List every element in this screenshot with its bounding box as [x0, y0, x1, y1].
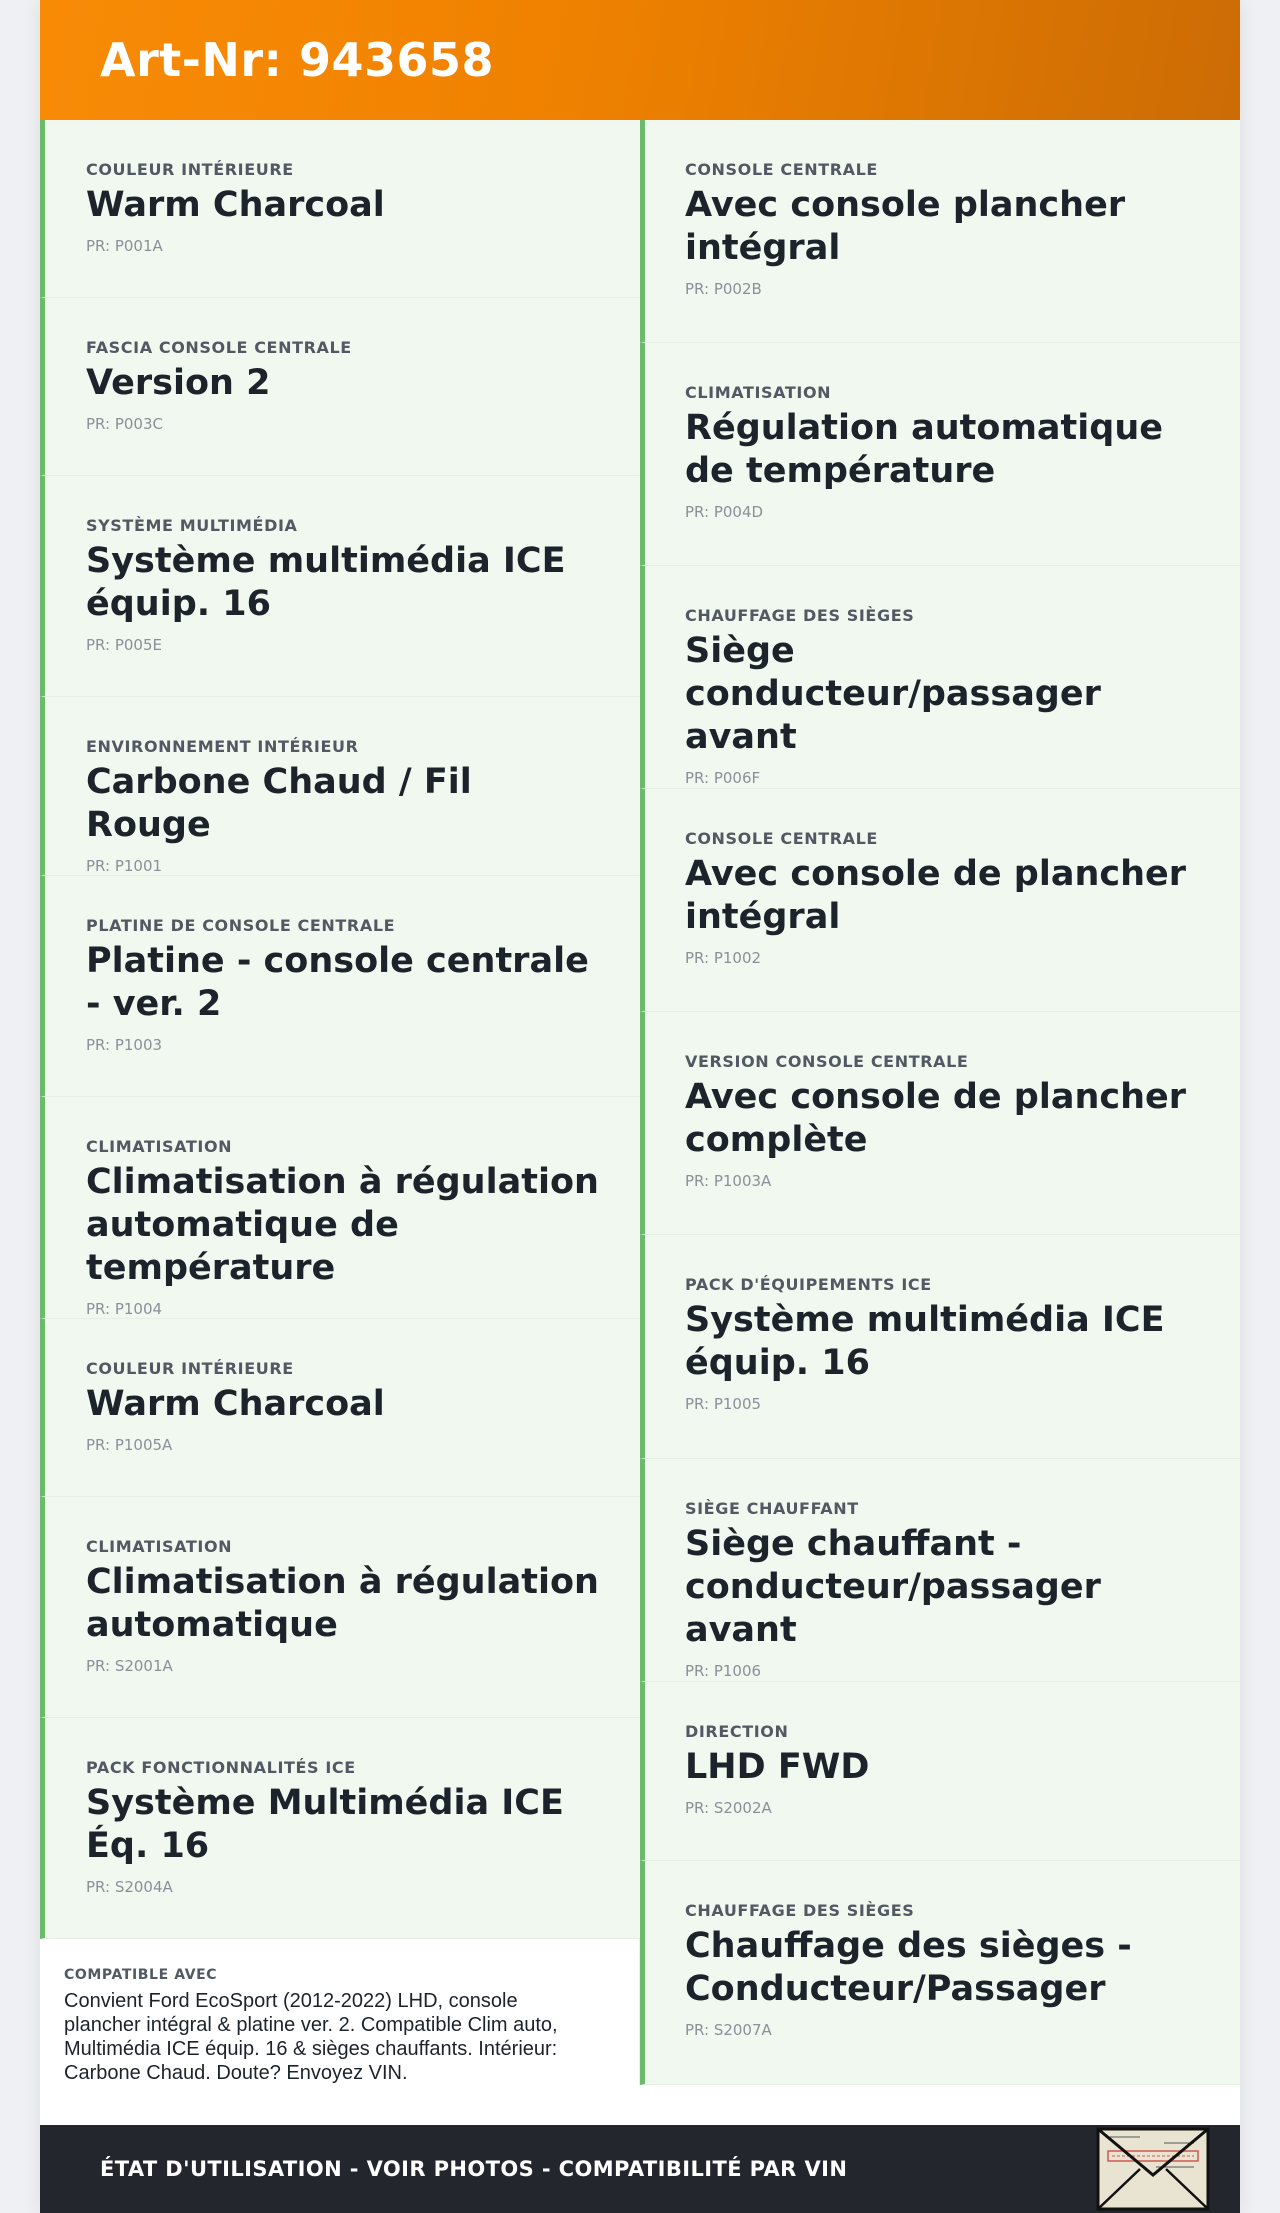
spec-label: CONSOLE CENTRALE: [685, 829, 878, 849]
spec-code: PR: P1003: [86, 1035, 163, 1054]
spec-label: CONSOLE CENTRALE: [685, 160, 878, 179]
spec-card: [640, 1012, 1240, 1235]
spec-code: PR: P1005A: [86, 1435, 173, 1454]
spec-code: PR: P1006: [685, 1661, 762, 1680]
page-footer: [40, 2125, 1240, 2213]
spec-value: Warm Charcoal: [86, 185, 385, 225]
spec-value: Système Multimédia ICE Éq. 16: [86, 1782, 564, 1866]
spec-label: COULEUR INTÉRIEURE: [86, 160, 294, 179]
spec-card: [40, 697, 640, 876]
spec-value: Système multimédia ICE équip. 16: [86, 540, 566, 624]
spec-card: [40, 1319, 640, 1497]
page: [40, 0, 1240, 2213]
spec-code: PR: S2002A: [685, 1798, 772, 1817]
spec-value: Chauffage des sièges - Conducteur/Passager: [685, 1925, 1132, 2009]
spec-value: Platine - console centrale - ver. 2: [86, 940, 589, 1024]
spec-value: Avec console de plancher complète: [685, 1077, 1187, 1161]
spec-card: [40, 476, 640, 697]
spec-card: [40, 876, 640, 1097]
spec-card: [640, 1861, 1240, 2085]
spec-card: [640, 120, 1240, 343]
spec-code: PR: S2001A: [86, 1656, 173, 1675]
spec-card: [40, 1497, 640, 1718]
spec-label: CHAUFFAGE DES SIÈGES: [685, 606, 915, 626]
spec-value: Régulation automatique de température: [685, 408, 1163, 492]
footer-text: ÉTAT D'UTILISATION - VOIR PHOTOS - COMPATIBILITÉ PAR VIN: [100, 2157, 848, 2181]
spec-label: COULEUR INTÉRIEURE: [86, 1358, 294, 1378]
spec-value: Warm Charcoal: [86, 1383, 385, 1424]
spec-card: [640, 1682, 1240, 1861]
spec-value: Avec console de plancher intégral: [685, 854, 1187, 938]
spec-card: [640, 1459, 1240, 1682]
spec-label: VERSION CONSOLE CENTRALE: [685, 1052, 969, 1072]
compatibility-box: [40, 1939, 640, 2085]
spec-value: Siège conducteur/passager avant: [685, 631, 1101, 758]
spec-card: [40, 1718, 640, 1939]
spec-label: DIRECTION: [685, 1721, 789, 1741]
spec-label: ENVIRONNEMENT INTÉRIEUR: [86, 736, 359, 756]
spec-code: PR: S2007A: [685, 2020, 772, 2039]
spec-code: PR: P1002: [685, 949, 762, 968]
article-number-title: Art-Nr: 943658: [100, 33, 495, 87]
envelope-stamp-icon: [1094, 2125, 1212, 2213]
spec-value: Système multimédia ICE équip. 16: [685, 1300, 1165, 1384]
spec-card: [640, 1235, 1240, 1458]
spec-label: PLATINE DE CONSOLE CENTRALE: [86, 915, 396, 935]
spec-value: Climatisation à régulation automatique de température: [86, 1161, 599, 1288]
spec-label: CHAUFFAGE DES SIÈGES: [685, 1900, 915, 1920]
spec-code: PR: P004D: [685, 503, 764, 522]
spec-code: PR: P1005: [685, 1395, 762, 1414]
spec-code: PR: P1004: [86, 1299, 163, 1318]
spec-label: CLIMATISATION: [86, 1136, 233, 1156]
spec-card: [40, 120, 640, 298]
spec-code: PR: P005E: [86, 635, 162, 654]
spec-code: PR: P006F: [685, 769, 761, 788]
spec-value: Carbone Chaud / Fil Rouge: [86, 761, 472, 845]
spec-grid: [40, 120, 1240, 2085]
spec-card: [640, 789, 1240, 1012]
spec-label: SIÈGE CHAUFFANT: [685, 1498, 859, 1518]
spec-value: Climatisation à régulation automatique: [86, 1561, 599, 1645]
spec-value: Version 2: [86, 362, 271, 403]
spec-label: SYSTÈME MULTIMÉDIA: [86, 515, 298, 535]
spec-code: PR: S2004A: [86, 1877, 173, 1896]
spec-label: PACK D'ÉQUIPEMENTS ICE: [685, 1275, 932, 1295]
spec-label: PACK FONCTIONNALITÉS ICE: [86, 1757, 356, 1777]
spec-code: PR: P1003A: [685, 1172, 772, 1191]
spec-code: PR: P003C: [86, 414, 163, 433]
spec-label: CLIMATISATION: [685, 383, 832, 403]
page-header: [40, 0, 1240, 120]
spec-value: Avec console plancher intégral: [685, 185, 1126, 268]
spec-card: [40, 298, 640, 476]
spec-label: FASCIA CONSOLE CENTRALE: [86, 337, 352, 357]
spec-label: CLIMATISATION: [86, 1536, 233, 1556]
spec-column-right: [640, 120, 1240, 2085]
spec-card: [640, 343, 1240, 566]
compatibility-label: COMPATIBLE AVEC: [64, 1967, 218, 1984]
spec-code: PR: P001A: [86, 237, 163, 255]
spec-code: PR: P002B: [685, 280, 762, 298]
spec-value: LHD FWD: [685, 1746, 870, 1787]
compatibility-text: Convient Ford EcoSport (2012-2022) LHD, console plancher intégral & platine ver. 2. Compatible Clim auto, Multimédia ICE équip. 16 & sièges chauffants. Intérieur: Carbone Chaud. Doute? Envoyez VIN.: [64, 1990, 558, 2085]
spec-card: [40, 1097, 640, 1319]
spec-code: PR: P1001: [86, 856, 163, 875]
spec-card: [640, 566, 1240, 789]
spec-value: Siège chauffant - conducteur/passager avant: [685, 1523, 1101, 1650]
spec-column-left: [40, 120, 640, 2085]
